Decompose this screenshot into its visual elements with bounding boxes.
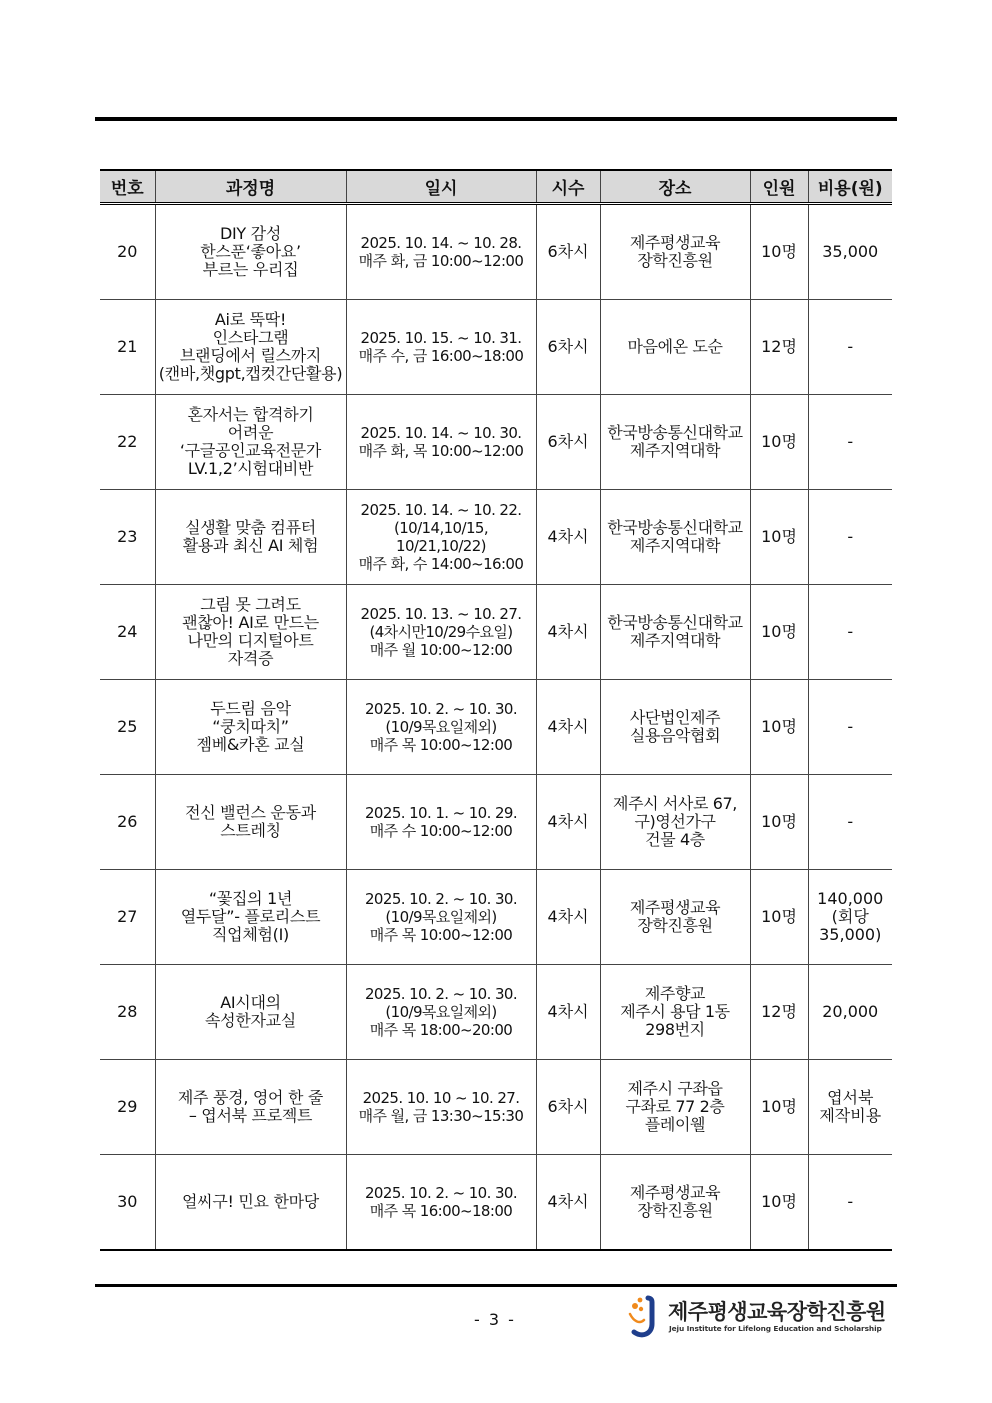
cell-capacity: 10명 [750, 490, 808, 585]
cell-place [600, 1060, 750, 1155]
cell-course-line: 두드림 음악 [210, 699, 291, 718]
table-row [100, 680, 892, 775]
cell-place-line: 한국방송통신대학교 [607, 613, 743, 632]
cell-course [155, 585, 346, 680]
cell-schedule-line: 2025. 10. 10 ~ 10. 27. [362, 1089, 520, 1107]
table-row [100, 395, 892, 490]
header-course: 과정명 [155, 170, 346, 204]
bottom-rule [95, 1284, 897, 1287]
cell-place-line: 298번지 [645, 1020, 705, 1039]
cell-schedule [346, 680, 536, 775]
cell-course-line: 혼자서는 합격하기 [187, 405, 314, 424]
cell-course-line: 직업체험(Ⅰ) [212, 925, 289, 944]
cell-cost [808, 490, 892, 585]
cell-place-line: 제주시 서사로 67, [613, 794, 737, 813]
cell-course-line: 한스푼‘좋아요’ [200, 242, 301, 261]
cell-schedule-line: 매주 목 16:00~18:00 [369, 1202, 513, 1220]
cell-cost [808, 395, 892, 490]
cell-course [155, 300, 346, 395]
header-sessions: 시수 [536, 170, 600, 204]
table-row [100, 300, 892, 395]
cell-course-line: 스트레칭 [220, 821, 281, 840]
cell-schedule [346, 585, 536, 680]
cell-course [155, 870, 346, 965]
cell-place-line: 플레이웰 [644, 1115, 706, 1134]
cell-course [155, 204, 346, 300]
cell-schedule-line: 매주 화, 수 14:00~16:00 [358, 555, 524, 573]
cell-place [600, 204, 750, 300]
cell-place [600, 1155, 750, 1251]
cell-cost-line: - [847, 622, 854, 641]
cell-capacity: 10명 [750, 680, 808, 775]
cell-place-line: 제주평생교육 [629, 1183, 721, 1202]
cell-cost-line: - [847, 432, 854, 451]
cell-course-line: ‘구글공인교육전문가 [179, 441, 322, 460]
cell-cost-line: - [847, 337, 854, 356]
cell-course-line: – 엽서북 프로젝트 [188, 1106, 313, 1125]
cell-cost-line: 35,000 [822, 242, 879, 261]
cell-capacity: 10명 [750, 870, 808, 965]
cell-capacity: 10명 [750, 775, 808, 870]
table-row [100, 965, 892, 1060]
table-body [100, 204, 892, 1251]
cell-cost [808, 965, 892, 1060]
cell-course-line: 나만의 디지털아트 [187, 631, 314, 650]
cell-place [600, 395, 750, 490]
cell-course-line: 부르는 우리집 [202, 260, 299, 279]
cell-sessions: 6차시 [536, 395, 600, 490]
cell-sessions: 4차시 [536, 965, 600, 1060]
cell-schedule-line: 매주 월, 금 13:30~15:30 [358, 1107, 524, 1125]
cell-schedule-line: (4차시만10/29수요일) [369, 623, 513, 641]
cell-schedule-line: 매주 수, 금 16:00~18:00 [358, 347, 524, 365]
cell-place [600, 870, 750, 965]
cell-schedule-line: 2025. 10. 13. ~ 10. 27. [360, 605, 522, 623]
table-row [100, 490, 892, 585]
cell-no: 21 [100, 300, 155, 395]
table-row [100, 775, 892, 870]
cell-capacity: 10명 [750, 585, 808, 680]
header-place: 장소 [600, 170, 750, 204]
cell-cost [808, 1155, 892, 1251]
cell-course-line: “쿵치따치” [212, 717, 289, 736]
cell-no: 28 [100, 965, 155, 1060]
cell-schedule-line: 매주 월 10:00~12:00 [369, 641, 513, 659]
cell-schedule-line: 매주 목 10:00~12:00 [369, 926, 513, 944]
cell-place [600, 585, 750, 680]
cell-course-line: AI시대의 [220, 993, 281, 1012]
cell-schedule-line: (10/9목요일제외) [385, 718, 497, 736]
cell-course-line: 열두달”- 플로리스트 [180, 907, 321, 926]
top-rule [95, 117, 897, 121]
cell-place-line: 장학진흥원 [637, 916, 713, 935]
cell-sessions: 4차시 [536, 775, 600, 870]
cell-sessions: 6차시 [536, 1060, 600, 1155]
cell-schedule-line: 2025. 10. 1. ~ 10. 29. [364, 804, 518, 822]
cell-cost-line: - [847, 717, 854, 736]
cell-sessions: 4차시 [536, 490, 600, 585]
cell-sessions: 4차시 [536, 680, 600, 775]
cell-course-line: 자격증 [227, 649, 274, 668]
cell-no: 30 [100, 1155, 155, 1251]
cell-place-line: 장학진흥원 [637, 251, 713, 270]
cell-course-line: 인스타그램 [212, 328, 289, 347]
cell-place [600, 680, 750, 775]
cell-course [155, 1155, 346, 1251]
header-capacity: 인원 [750, 170, 808, 204]
cell-course-line: 어려운 [227, 423, 274, 442]
cell-course-line: Ai로 뚝딱! [214, 310, 287, 329]
course-schedule-table [100, 169, 892, 1251]
cell-course [155, 965, 346, 1060]
cell-place-line: 사단법인제주 [629, 708, 721, 727]
cell-place [600, 300, 750, 395]
cell-cost [808, 585, 892, 680]
cell-course-line: LV.1,2’시험대비반 [187, 459, 314, 478]
cell-schedule-line: 2025. 10. 2. ~ 10. 30. [364, 890, 518, 908]
cell-cost-line: 35,000) [819, 925, 882, 944]
cell-place [600, 965, 750, 1060]
cell-place-line: 제주시 구좌읍 [627, 1079, 723, 1098]
cell-sessions: 6차시 [536, 300, 600, 395]
cell-place-line: 한국방송통신대학교 [607, 518, 743, 537]
cell-schedule-line: 2025. 10. 2. ~ 10. 30. [364, 700, 518, 718]
cell-cost-line: 엽서북 [827, 1088, 874, 1107]
cell-course-line: (캔바,챗gpt,캡컷간단활용) [158, 364, 343, 383]
table-row [100, 870, 892, 965]
cell-course-line: 그림 못 그려도 [200, 595, 301, 614]
cell-schedule-line: (10/14,10/15, [393, 519, 489, 537]
cell-sessions: 4차시 [536, 585, 600, 680]
cell-schedule [346, 300, 536, 395]
cell-schedule [346, 1155, 536, 1251]
header-no: 번호 [100, 170, 155, 204]
cell-course-line: 실생활 맞춤 컴퓨터 [185, 518, 316, 537]
cell-schedule-line: 2025. 10. 14. ~ 10. 30. [360, 424, 522, 442]
cell-place-line: 제주평생교육 [629, 233, 721, 252]
table-row [100, 585, 892, 680]
cell-course [155, 680, 346, 775]
cell-sessions: 4차시 [536, 870, 600, 965]
cell-capacity: 10명 [750, 1060, 808, 1155]
cell-place-line: 실용음악협회 [629, 726, 721, 745]
cell-course-line: 젬베&카혼 교실 [196, 735, 305, 754]
cell-cost-line: - [847, 527, 854, 546]
cell-place-line: 제주향교 [644, 984, 706, 1003]
cell-no: 26 [100, 775, 155, 870]
cell-schedule-line: 매주 화, 금 10:00~12:00 [358, 252, 524, 270]
cell-schedule [346, 204, 536, 300]
table-row [100, 1155, 892, 1251]
table-row [100, 1060, 892, 1155]
cell-course [155, 490, 346, 585]
cell-schedule [346, 775, 536, 870]
cell-cost [808, 680, 892, 775]
cell-schedule-line: 매주 목 10:00~12:00 [369, 736, 513, 754]
cell-schedule-line: 매주 목 18:00~20:00 [369, 1021, 513, 1039]
cell-course-line: “꽃집의 1년 [208, 889, 293, 908]
cell-course-line: 활용과 최신 AI 체험 [182, 536, 319, 555]
cell-schedule-line: 10/21,10/22) [396, 537, 486, 555]
cell-cost-line: - [847, 812, 854, 831]
cell-course [155, 1060, 346, 1155]
cell-schedule-line: (10/9목요일제외) [385, 908, 497, 926]
cell-no: 27 [100, 870, 155, 965]
cell-place [600, 490, 750, 585]
cell-course-line: DIY 감성 [219, 224, 281, 243]
cell-schedule [346, 1060, 536, 1155]
cell-place-line: 구좌로 77 2층 [625, 1097, 725, 1116]
cell-schedule-line: 2025. 10. 15. ~ 10. 31. [360, 329, 522, 347]
cell-place-line: 건물 4층 [645, 830, 705, 849]
header-cost: 비용(원) [808, 170, 892, 204]
cell-cost [808, 300, 892, 395]
logo-subtitle: Jeju Institute for Lifelong Education and Scholarship [669, 1324, 882, 1333]
cell-capacity: 10명 [750, 395, 808, 490]
header-schedule: 일시 [346, 170, 536, 204]
cell-schedule [346, 490, 536, 585]
cell-cost-line: 제작비용 [819, 1106, 882, 1125]
cell-no: 22 [100, 395, 155, 490]
cell-capacity: 10명 [750, 1155, 808, 1251]
cell-cost [808, 775, 892, 870]
cell-no: 24 [100, 585, 155, 680]
cell-no: 25 [100, 680, 155, 775]
cell-place-line: 제주시 용담 1동 [620, 1002, 730, 1021]
cell-sessions: 6차시 [536, 204, 600, 300]
cell-capacity: 12명 [750, 965, 808, 1060]
cell-schedule [346, 870, 536, 965]
cell-course-line: 브랜딩에서 릴스까지 [179, 346, 322, 365]
logo-name: 제주평생교육장학진흥원 [668, 1300, 886, 1324]
cell-course-line: 얼씨구! 민요 한마당 [182, 1192, 319, 1211]
cell-capacity: 12명 [750, 300, 808, 395]
cell-schedule-line: 매주 수 10:00~12:00 [369, 822, 513, 840]
page-number: - 3 - [474, 1310, 516, 1329]
cell-place-line: 제주평생교육 [629, 898, 721, 917]
cell-place-line: 한국방송통신대학교 [607, 423, 743, 442]
cell-place-line: 장학진흥원 [637, 1201, 713, 1220]
cell-cost-line: 140,000 [817, 889, 884, 908]
cell-schedule [346, 965, 536, 1060]
cell-schedule-line: 2025. 10. 14. ~ 10. 22. [360, 501, 522, 519]
cell-sessions: 4차시 [536, 1155, 600, 1251]
cell-cost [808, 870, 892, 965]
cell-cost-line: - [847, 1192, 854, 1211]
cell-place-line: 제주지역대학 [629, 441, 721, 460]
cell-no: 29 [100, 1060, 155, 1155]
cell-schedule-line: 매주 화, 목 10:00~12:00 [358, 442, 524, 460]
cell-cost [808, 204, 892, 300]
cell-place-line: 구)영선가구 [634, 812, 716, 831]
table-row [100, 204, 892, 300]
cell-course-line: 괜찮아! AI로 만드는 [182, 613, 319, 632]
cell-place-line: 마음에온 도순 [627, 337, 723, 356]
cell-cost [808, 1060, 892, 1155]
cell-no: 23 [100, 490, 155, 585]
cell-schedule-line: (10/9목요일제외) [385, 1003, 497, 1021]
cell-course-line: 전신 밸런스 운동과 [185, 803, 316, 822]
cell-schedule-line: 2025. 10. 2. ~ 10. 30. [364, 1184, 518, 1202]
cell-schedule [346, 395, 536, 490]
cell-course-line: 속성한자교실 [205, 1011, 296, 1030]
cell-schedule-line: 2025. 10. 2. ~ 10. 30. [364, 985, 518, 1003]
table-header-row [100, 170, 892, 204]
cell-cost-line: 20,000 [822, 1002, 879, 1021]
cell-course [155, 775, 346, 870]
cell-capacity: 10명 [750, 204, 808, 300]
cell-course-line: 제주 풍경, 영어 한 줄 [177, 1088, 324, 1107]
institute-logo [626, 1292, 896, 1342]
cell-schedule-line: 2025. 10. 14. ~ 10. 28. [360, 234, 522, 252]
cell-course [155, 395, 346, 490]
institute-logo-icon [626, 1294, 662, 1338]
cell-cost-line: (회당 [831, 907, 869, 926]
cell-place-line: 제주지역대학 [629, 631, 721, 650]
cell-place-line: 제주지역대학 [629, 536, 721, 555]
cell-no: 20 [100, 204, 155, 300]
cell-place [600, 775, 750, 870]
